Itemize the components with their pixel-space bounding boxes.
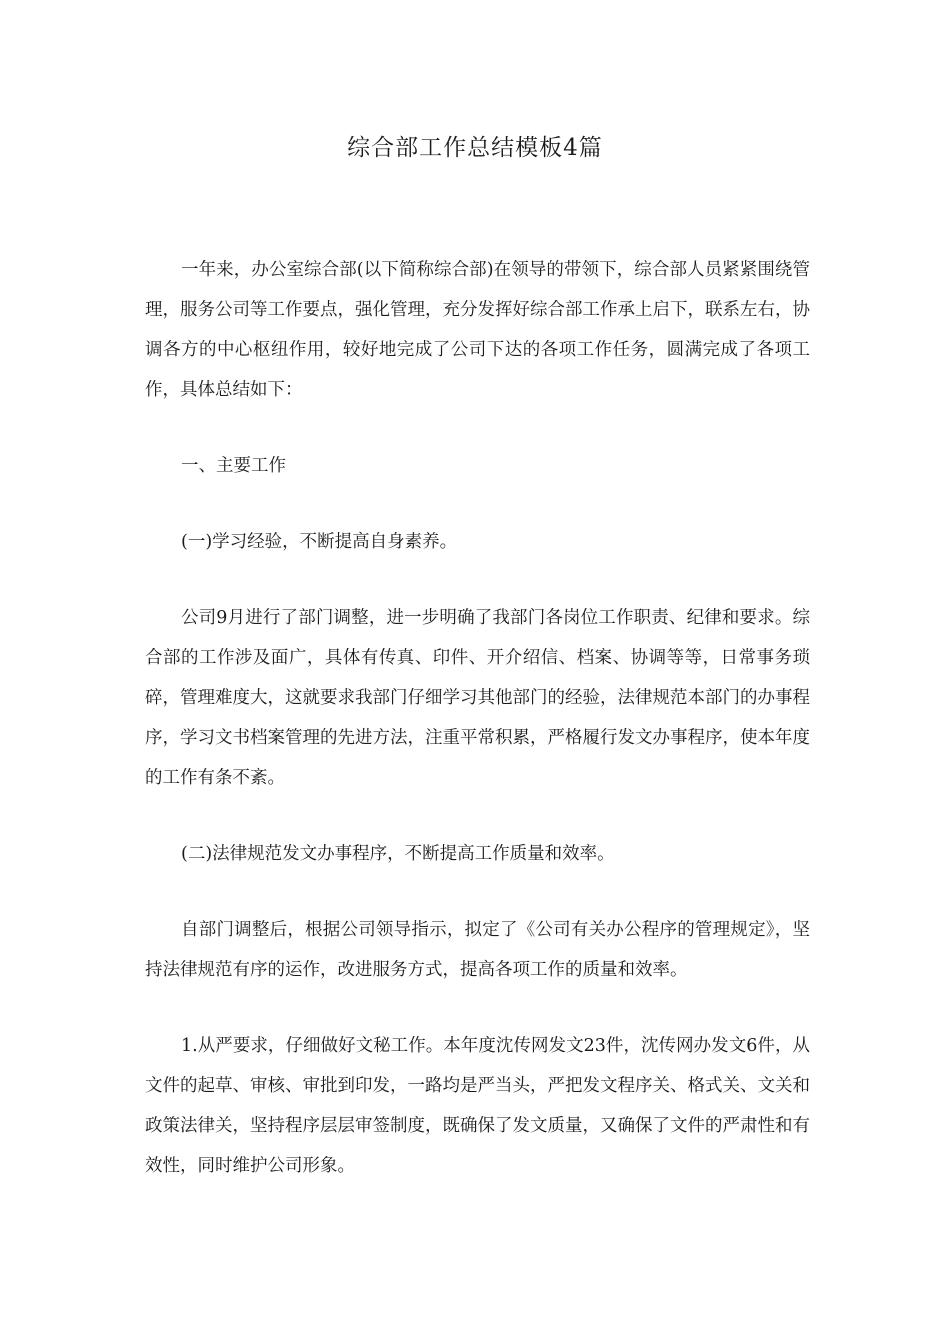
paragraph-department-adjustment: 公司9月进行了部门调整，进一步明确了我部门各岗位工作职责、纪律和要求。综合部的工作涉及面广，具体有传真、印件、开介绍信、档案、协调等等，日常事务琐碎，管理难度大，这就要求我部门仔细学习其他部门的经验，法律规范本部门的办事程序，学习文书档案管理的先进方法，注重平常积累，严格履行发文办事程序，使本年度的工作有条不紊。	[145, 608, 810, 788]
document-title: 综合部工作总结模板4篇	[347, 135, 603, 161]
section-heading-main-work: 一、主要工作	[181, 456, 286, 476]
document-body	[145, 250, 810, 1186]
paragraph-management-regulations: 自部门调整后，根据公司领导指示，拟定了《公司有关办公程序的管理规定》，坚持法律规范有序的运作，改进服务方式，提高各项工作的质量和效率。	[145, 920, 810, 980]
paragraph-intro: 一年来，办公室综合部(以下简称综合部)在领导的带领下，综合部人员紧紧围绕管理，服务公司等工作要点，强化管理，充分发挥好综合部工作承上启下，联系左右，协调各方的中心枢纽作用，较好地完成了公司下达的各项工作任务，圆满完成了各项工作，具体总结如下：	[145, 260, 810, 400]
paragraph-secretarial-work: 1.从严要求，仔细做好文秘工作。本年度沈传网发文23件，沈传网办发文6件，从文件的起草、审核、审批到印发，一路均是严当头，严把发文程序关、格式关、文关和政策法律关，坚持程序层层审签制度，既确保了发文质量，又确保了文件的严肃性和有效性，同时维护公司形象。	[145, 1036, 810, 1176]
subheading-standardize-procedures: (二)法律规范发文办事程序，不断提高工作质量和效率。	[181, 844, 615, 864]
subheading-learning-experience: (一)学习经验，不断提高自身素养。	[181, 532, 458, 552]
